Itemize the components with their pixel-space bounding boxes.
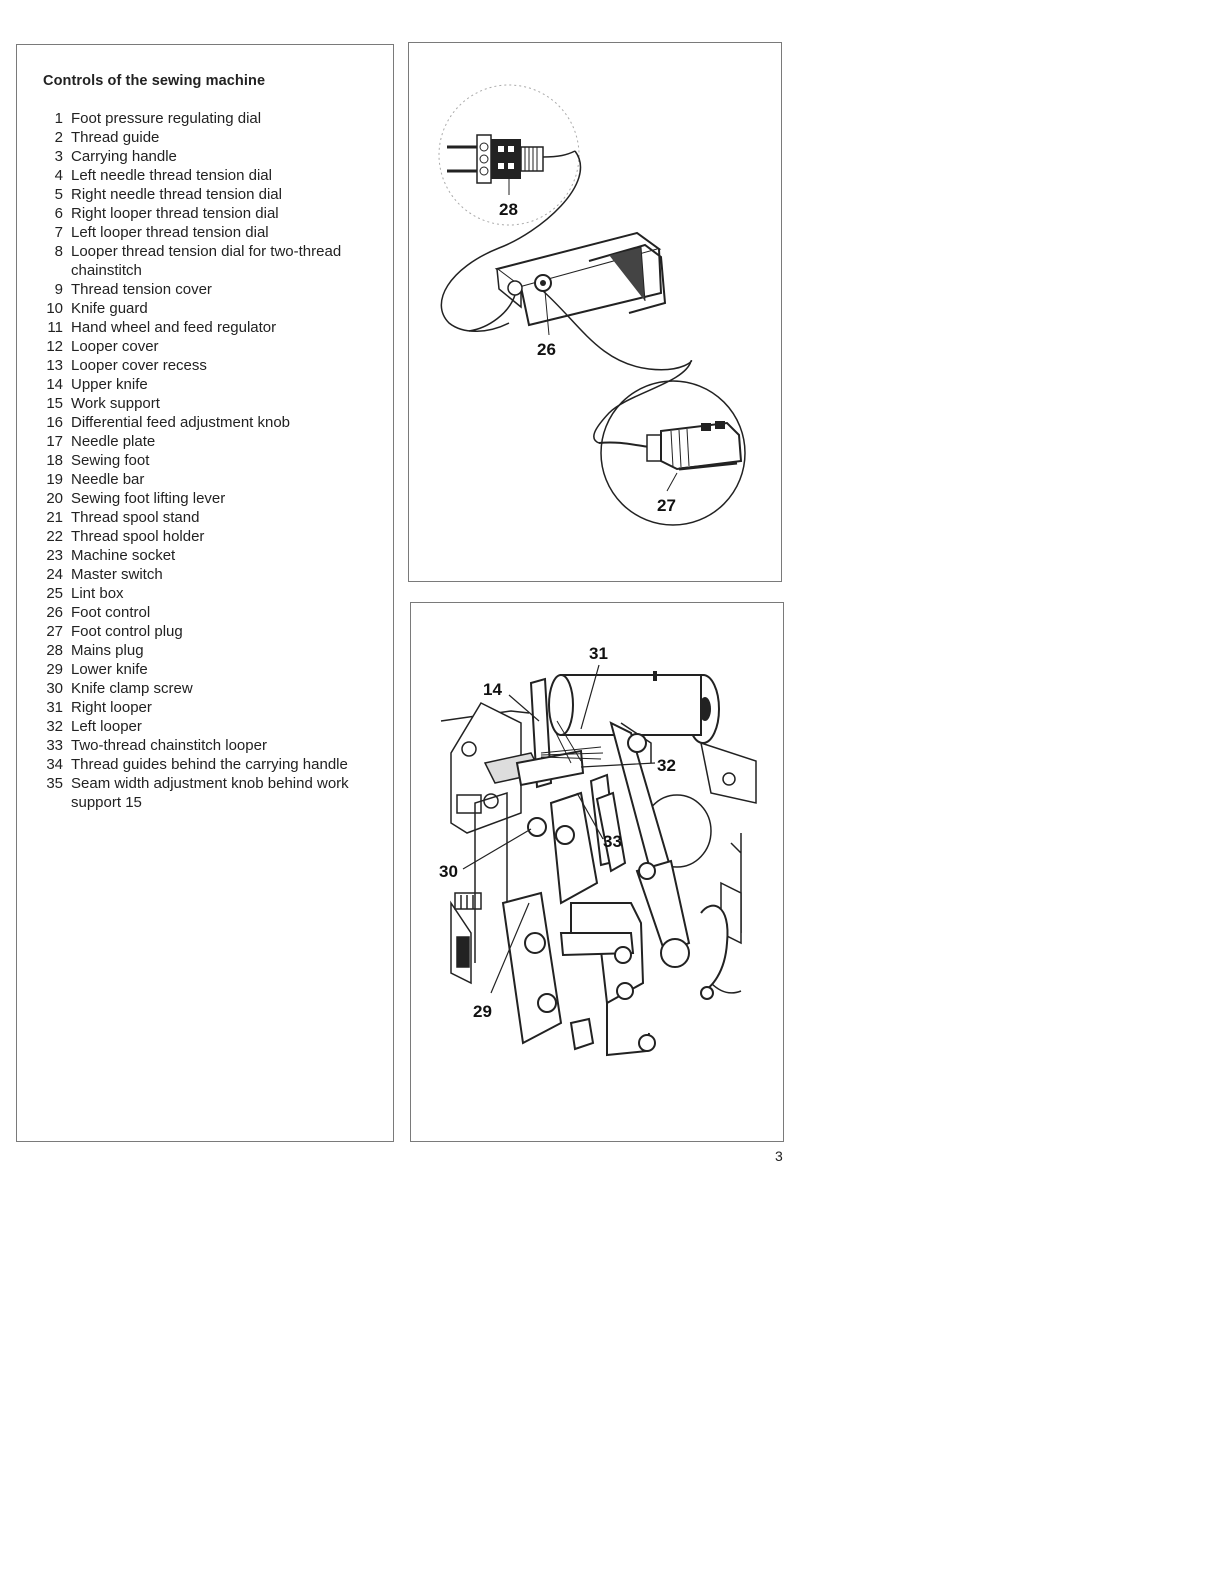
- item-number: 23: [46, 547, 63, 564]
- list-item: [37, 584, 377, 603]
- list-item: [37, 356, 377, 375]
- mains-plug-drawing: [447, 135, 575, 195]
- looper-figure-panel: [410, 602, 784, 1142]
- item-number: 21: [46, 509, 63, 526]
- list-item: [37, 223, 377, 242]
- section-heading: Controls of the sewing machine: [43, 73, 266, 89]
- list-item: [37, 774, 377, 812]
- item-label: Carrying handle: [71, 148, 177, 165]
- list-item: [37, 394, 377, 413]
- item-number: 10: [46, 300, 63, 317]
- controls-list: [37, 109, 377, 812]
- callout-28: 28: [499, 200, 518, 219]
- item-number: 25: [46, 585, 63, 602]
- item-number: 1: [54, 110, 63, 127]
- item-number: 19: [46, 471, 63, 488]
- list-item: [37, 698, 377, 717]
- item-number: 3: [54, 148, 63, 165]
- item-number: 29: [46, 661, 63, 678]
- item-label: Sewing foot lifting lever: [71, 490, 226, 507]
- list-item: [37, 717, 377, 736]
- item-label: Sewing foot: [71, 452, 150, 469]
- item-label: Left looper: [71, 718, 142, 735]
- callout-31: 31: [589, 644, 608, 663]
- list-item: [37, 508, 377, 527]
- item-number: 12: [46, 338, 63, 355]
- item-number: 5: [54, 186, 63, 203]
- item-number: 8: [54, 243, 63, 260]
- item-label: Thread guide: [71, 129, 160, 146]
- item-label: Foot control plug: [71, 623, 183, 640]
- callout-27: 27: [657, 496, 676, 515]
- item-number: 35: [46, 775, 63, 792]
- item-number: 16: [46, 414, 63, 431]
- item-label: Foot control: [71, 604, 151, 621]
- item-label: Needle bar: [71, 471, 145, 488]
- list-item: [37, 432, 377, 451]
- item-label: Left looper thread tension dial: [71, 224, 269, 241]
- callout-30: 30: [439, 862, 458, 881]
- list-item: [37, 641, 377, 660]
- item-number: 15: [46, 395, 63, 412]
- list-item: [37, 622, 377, 641]
- item-label: Lower knife: [71, 661, 148, 678]
- item-label: Needle plate: [71, 433, 156, 450]
- item-number: 31: [46, 699, 63, 716]
- list-item: [37, 147, 377, 166]
- item-label: Work support: [71, 395, 160, 412]
- item-label: Thread tension cover: [71, 281, 212, 298]
- list-item: [37, 546, 377, 565]
- item-number: 13: [46, 357, 63, 374]
- item-number: 9: [54, 281, 63, 298]
- item-label: Thread spool stand: [71, 509, 200, 526]
- item-number: 27: [46, 623, 63, 640]
- item-number: 7: [54, 224, 63, 241]
- item-label: Master switch: [71, 566, 163, 583]
- list-item: [37, 451, 377, 470]
- callout-29: 29: [473, 1002, 492, 1021]
- item-number: 34: [46, 756, 63, 773]
- list-item: [37, 109, 377, 128]
- callout-33: 33: [603, 832, 622, 851]
- item-label: Thread spool holder: [71, 528, 205, 545]
- item-number: 33: [46, 737, 63, 754]
- callout-14: 14: [483, 680, 502, 699]
- item-label: Right needle thread tension dial: [71, 186, 282, 203]
- item-label: Looper cover recess: [71, 357, 207, 374]
- item-label: Looper thread tension dial for two-thread chainstitch: [71, 243, 342, 279]
- list-item: [37, 413, 377, 432]
- item-number: 22: [46, 528, 63, 545]
- list-item: [37, 660, 377, 679]
- list-item: [37, 280, 377, 299]
- item-label: Seam width adjustment knob behind work support 15: [71, 775, 349, 811]
- item-label: Foot pressure regulating dial: [71, 110, 262, 127]
- item-label: Lint box: [71, 585, 124, 602]
- item-number: 24: [46, 566, 63, 583]
- list-item: [37, 565, 377, 584]
- item-label: Thread guides behind the carrying handle: [71, 756, 348, 773]
- item-number: 28: [46, 642, 63, 659]
- item-number: 14: [46, 376, 63, 393]
- item-number: 6: [54, 205, 63, 222]
- item-number: 30: [46, 680, 63, 697]
- list-item: [37, 299, 377, 318]
- callout-32: 32: [657, 756, 676, 775]
- foot-control-illustration: [409, 43, 783, 583]
- item-label: Right looper thread tension dial: [71, 205, 279, 222]
- item-label: Machine socket: [71, 547, 176, 564]
- list-item: [37, 489, 377, 508]
- item-number: 20: [46, 490, 63, 507]
- item-label: Looper cover: [71, 338, 159, 355]
- list-item: [37, 318, 377, 337]
- list-item: [37, 679, 377, 698]
- page-number: 3: [775, 1148, 783, 1164]
- list-item: [37, 166, 377, 185]
- item-number: 2: [54, 129, 63, 146]
- item-label: Two-thread chainstitch looper: [71, 737, 267, 754]
- list-item: [37, 204, 377, 223]
- foot-control-pedal-drawing: [497, 233, 665, 325]
- item-label: Left needle thread tension dial: [71, 167, 272, 184]
- item-label: Differential feed adjustment knob: [71, 414, 291, 431]
- item-number: 17: [46, 433, 63, 450]
- list-item: [37, 375, 377, 394]
- item-label: Knife guard: [71, 300, 148, 317]
- item-number: 32: [46, 718, 63, 735]
- foot-control-figure-panel: [408, 42, 782, 582]
- item-label: Mains plug: [71, 642, 144, 659]
- item-number: 18: [46, 452, 63, 469]
- list-item: [37, 755, 377, 774]
- list-item: [37, 470, 377, 489]
- item-number: 4: [54, 167, 63, 184]
- item-number: 11: [47, 319, 63, 336]
- list-item: [37, 527, 377, 546]
- item-label: Upper knife: [71, 376, 148, 393]
- list-item: [37, 603, 377, 622]
- controls-list-panel: [16, 44, 394, 1142]
- foot-control-cable: [543, 291, 692, 443]
- item-label: Right looper: [71, 699, 152, 716]
- list-item: [37, 736, 377, 755]
- foot-control-plug-drawing: [599, 421, 741, 469]
- list-item: [37, 185, 377, 204]
- item-number: 26: [46, 604, 63, 621]
- item-label: Hand wheel and feed regulator: [71, 319, 277, 336]
- list-item: [37, 337, 377, 356]
- item-label: Knife clamp screw: [71, 680, 193, 697]
- list-item: [37, 242, 377, 280]
- list-item: [37, 128, 377, 147]
- looper-area-illustration: [411, 603, 785, 1143]
- callout-26: 26: [537, 340, 556, 359]
